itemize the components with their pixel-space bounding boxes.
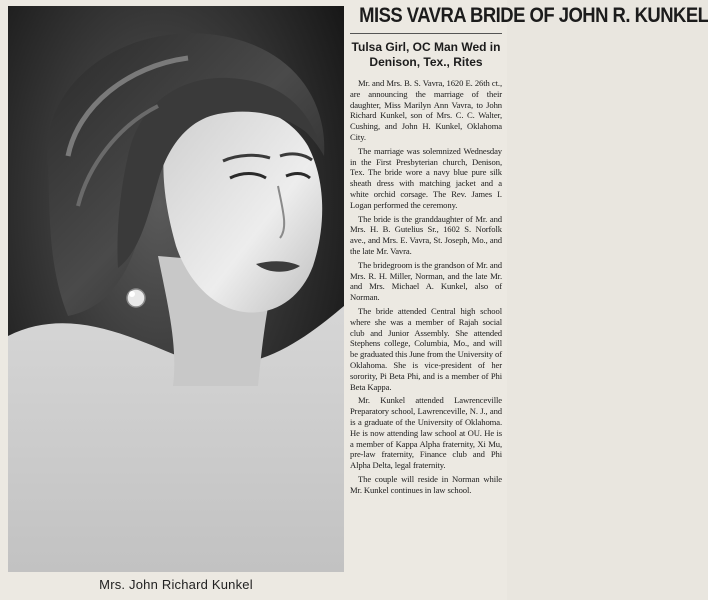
article-body <box>350 78 502 495</box>
article-paragraph: Mr. and Mrs. B. S. Vavra, 1620 E. 26th ct., are announcing the marriage of their daughter, Miss Marilyn Ann Vavra, to John Richard Kunkel, son of Mrs. C. C. Walter, Cushing, and John H. Kunkel, Oklahoma City. <box>350 78 502 142</box>
article-column <box>350 4 708 598</box>
bride-portrait-photo <box>8 6 344 572</box>
article-headline: MISS VAVRA BRIDE OF JOHN R. KUNKEL <box>359 4 708 27</box>
article-subhead: Tulsa Girl, OC Man Wed in Denison, Tex., Rites <box>351 40 501 69</box>
photo-caption: Mrs. John Richard Kunkel <box>99 577 253 592</box>
article-paragraph: The bride attended Central high school where she was a member of Rajah social club and Junior Assembly. She attended Stephens college, Columbia, Mo., and will be graduated this June from the University of Oklahoma. She is vice-president of her sorority, Pi Beta Phi, and is a member of Phi Beta Kappa. <box>350 305 502 392</box>
article-paragraph: The bride is the granddaughter of Mr. and Mrs. H. B. Gutelius Sr., 1602 S. Norfolk ave., and Mrs. E. Vavra, St. Joseph, Mo., and the late Mr. Vavra. <box>350 213 502 256</box>
headline-divider <box>350 33 502 34</box>
article-paragraph: The marriage was solemnized Wednesday in the First Presbyterian church, Denison, Tex. The bride wore a navy blue pure silk sheath dress with matching jacket and a white orchid corsage. The Rev. James I. Logan performed the ceremony. <box>350 145 502 210</box>
article-paragraph: The couple will reside in Norman while Mr. Kunkel continues in law school. <box>350 473 502 495</box>
article-paragraph: The bridegroom is the grandson of Mr. and Mrs. R. H. Miller, Norman, and the late Mr. and Mrs. Michael A. Kunkel, also of Norman. <box>350 259 502 303</box>
article-paragraph: Mr. Kunkel attended Lawrenceville Preparatory school, Lawrenceville, N. J., and is a graduate of the University of Oklahoma. He is now attending law school at OU. He is a member of Kappa Alpha fraternity, Xi Mu, pre-law fraternity, Finance club and Phi Alpha Delta, legal fraternity. <box>350 395 502 471</box>
